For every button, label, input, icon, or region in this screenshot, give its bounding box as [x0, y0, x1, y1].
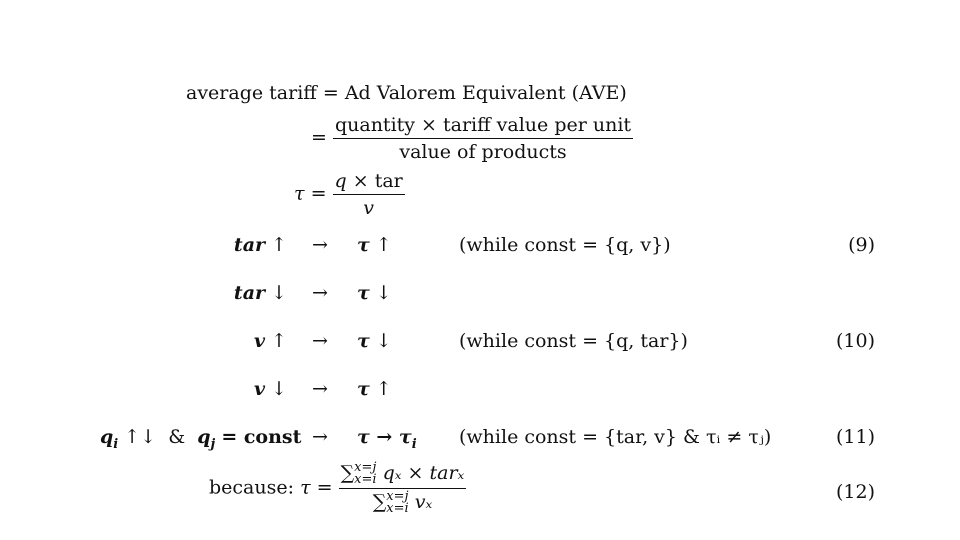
eq-ave-equals: =: [322, 82, 339, 104]
row11-amp: &: [168, 426, 186, 448]
equation-number: (11): [835, 426, 875, 448]
row-rhs: [357, 282, 392, 304]
eq-ave-line: [186, 82, 627, 104]
row11-updown: ↑↓: [124, 426, 157, 448]
eq-tau-lhs: τ: [294, 182, 305, 205]
row-condition: (while const = {q, tar}): [459, 330, 688, 352]
eq-tau-denominator: v: [363, 197, 375, 219]
row-lhs-var: v: [253, 378, 266, 400]
row11-qj-sub: j: [210, 437, 216, 452]
row-arrow: →: [312, 234, 328, 256]
row11-rhs: [357, 426, 417, 452]
row-condition: (while const = {q, v}): [459, 234, 671, 256]
row-rhs-var: τ: [357, 378, 370, 400]
row-lhs: [234, 234, 287, 256]
eq-ratio-line: [311, 114, 633, 163]
eq-tau-equals: =: [310, 182, 327, 205]
row12-denominator: [339, 489, 467, 515]
row11-rhs-sub: i: [411, 437, 417, 452]
eq-ratio-fraction: [333, 114, 633, 163]
row-arrow: →: [312, 330, 328, 352]
row-rhs-var: τ: [357, 282, 370, 304]
row11-lhs: [100, 426, 302, 452]
row-lhs-arrow: ↑: [271, 234, 287, 256]
row-lhs-var: tar: [233, 234, 266, 256]
row-lhs: [254, 330, 287, 352]
row11-qi-sub: i: [113, 437, 119, 452]
row-lhs-arrow: ↓: [271, 282, 287, 304]
equation-number: (12): [835, 481, 875, 503]
row-rhs-arrow: ↓: [375, 330, 392, 352]
row-arrow: →: [312, 378, 328, 400]
eq-ratio-numerator: quantity × tariff value per unit: [333, 114, 633, 139]
row12-den-sup: x=j: [386, 489, 409, 504]
row-rhs: [357, 234, 392, 256]
row12-numerator: [339, 462, 467, 489]
row12-lhs: τ =: [300, 476, 333, 499]
eq-tau-fraction: [333, 170, 405, 219]
row-rhs-var: τ: [357, 234, 370, 256]
eq-tau-numerator: [333, 170, 405, 195]
row-rhs: [357, 378, 392, 400]
row11-qi: q: [100, 426, 114, 448]
row-condition: (while const = {tar, v} & τᵢ ≠ τⱼ): [459, 426, 772, 448]
row-rhs-arrow: ↑: [375, 234, 392, 256]
row-lhs: [234, 282, 287, 304]
eq-tau-line: [294, 170, 405, 219]
row-lhs: [254, 378, 287, 400]
row11-const: = const: [221, 426, 302, 448]
row12-den-body: vₓ: [414, 491, 433, 513]
row-rhs-var: τ: [357, 330, 370, 352]
row12-num-body: qₓ × tarₓ: [382, 462, 465, 484]
eq-ave-lhs: average tariff: [186, 82, 317, 104]
eq-tau-num-times: × tar: [352, 170, 403, 192]
eq-ratio-denominator: value of products: [399, 141, 567, 163]
equation-number: (10): [835, 330, 875, 352]
eq-tau-num-q: q: [334, 170, 347, 192]
row-rhs-arrow: ↑: [375, 378, 392, 400]
eq-ratio-equals: =: [311, 126, 327, 149]
row12-num-sup: x=j: [354, 460, 377, 475]
row12-fraction: [339, 462, 467, 515]
row12-den-sub: x=i: [386, 501, 409, 516]
equation-number: (9): [848, 234, 875, 256]
row-rhs: [357, 330, 392, 352]
row12-label: because:: [209, 476, 295, 499]
row-rhs-arrow: ↓: [375, 282, 392, 304]
row12-main: [209, 462, 466, 515]
row12-num-sum: ∑: [340, 462, 355, 484]
row11-rhs-text: τ → τ: [357, 426, 412, 448]
row-lhs-var: v: [253, 330, 266, 352]
row11-qj: q: [197, 426, 211, 448]
row12-den-sum: ∑: [372, 491, 387, 513]
row-lhs-arrow: ↑: [271, 330, 287, 352]
row-arrow: →: [312, 426, 328, 448]
row-arrow: →: [312, 282, 328, 304]
row12-num-sub: x=i: [354, 472, 377, 487]
row-lhs-var: tar: [233, 282, 266, 304]
eq-ave-rhs: Ad Valorem Equivalent (AVE): [344, 82, 627, 104]
row-lhs-arrow: ↓: [271, 378, 287, 400]
